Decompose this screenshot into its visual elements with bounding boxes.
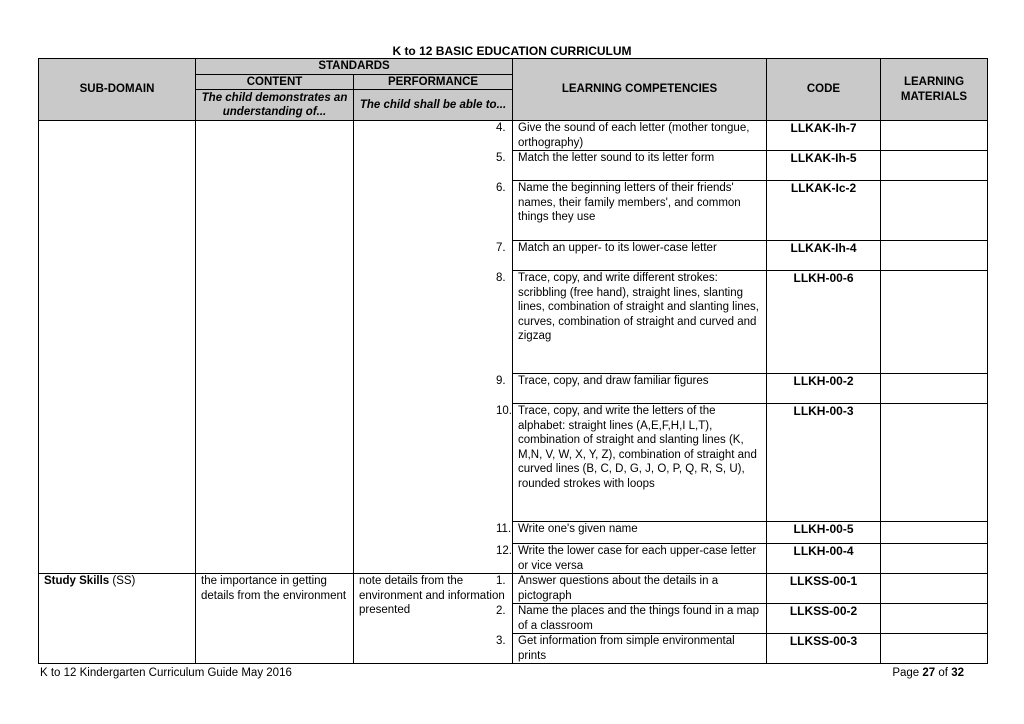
content-cell: [196, 121, 354, 574]
code-cell: LLKSS-00-3: [767, 634, 881, 664]
of-word: of: [938, 667, 948, 679]
competency-number: 1.: [496, 575, 506, 587]
competency-item: [496, 151, 767, 181]
performance-header: PERFORMANCE: [354, 74, 513, 90]
materials-cell: [881, 522, 988, 544]
total-pages: 32: [951, 667, 964, 679]
code-cell: LLKH-00-2: [767, 374, 881, 404]
competency-number: 7.: [496, 242, 506, 254]
performance-note: The child shall be able to...: [354, 90, 513, 121]
code-cell: LLKAK-Ic-2: [767, 181, 881, 241]
competency-text: Trace, copy, and write different strokes: scribbling (free hand), straight lines, slanting lines, combination of straight and slanting lines, curves, combination of straight and curved and zigzag: [518, 272, 760, 342]
competency-number: 11.: [496, 523, 512, 535]
competency-item: [496, 374, 767, 404]
sub-domain-header: SUB-DOMAIN: [39, 59, 196, 121]
competencies-header: LEARNING COMPETENCIES: [513, 59, 767, 121]
competency-text: Match an upper- to its lower-case letter: [518, 242, 717, 254]
study-skills-label: Study Skills: [44, 575, 110, 587]
page-number: [892, 667, 964, 679]
code-header: CODE: [767, 59, 881, 121]
competency-item: [496, 604, 767, 634]
competency-number: 4.: [496, 122, 506, 134]
competency-text: Trace, copy, and write the letters of the alphabet: straight lines (A,E,F,H,I L,T), combination of straight and slanting lines (K, M,N, V, W, X, Y, Z), combination of straight and curved lines (B, C, D, G, J, O, P, Q, R, S, U), rounded strokes with loops: [518, 405, 757, 490]
document-title: K to 12 BASIC EDUCATION CURRICULUM: [392, 44, 632, 58]
materials-cell: [881, 181, 988, 241]
code-cell: LLKH-00-3: [767, 404, 881, 522]
competency-text: Write one's given name: [518, 523, 638, 535]
competency-number: 9.: [496, 375, 506, 387]
competency-text: Name the places and the things found in a map of a classroom: [518, 605, 760, 632]
footer-guide-title: K to 12 Kindergarten Curriculum Guide May 2016: [40, 667, 292, 679]
materials-cell: [881, 404, 988, 522]
content-header: CONTENT: [196, 74, 354, 90]
materials-cell: [881, 241, 988, 271]
materials-cell: [881, 151, 988, 181]
materials-cell: [881, 121, 988, 151]
code-cell: LLKSS-00-1: [767, 574, 881, 604]
sub-domain-study-skills: [39, 574, 196, 664]
study-skills-abbr: (SS): [112, 575, 136, 587]
competency-text: Get information from simple environmental prints: [518, 635, 735, 662]
code-cell: LLKAK-Ih-4: [767, 241, 881, 271]
competency-number: 10.: [496, 405, 512, 417]
competency-item: [496, 241, 767, 271]
materials-cell: [881, 374, 988, 404]
competency-item: [496, 121, 767, 151]
code-cell: LLKH-00-6: [767, 271, 881, 374]
materials-cell: [881, 604, 988, 634]
competency-item: [496, 404, 767, 522]
standards-header: STANDARDS: [196, 59, 513, 75]
competency-item: [496, 522, 767, 544]
competency-text: Name the beginning letters of their friends' names, their family members', and common things they use: [518, 182, 741, 223]
code-cell: LLKAK-Ih-7: [767, 121, 881, 151]
materials-cell: [881, 544, 988, 574]
curriculum-table: [38, 58, 988, 664]
competency-text: Match the letter sound to its letter form: [518, 152, 715, 164]
code-cell: LLKAK-Ih-5: [767, 151, 881, 181]
code-cell: LLKSS-00-2: [767, 604, 881, 634]
competency-number: 6.: [496, 182, 506, 194]
competency-item: [496, 544, 767, 574]
competency-number: 5.: [496, 152, 506, 164]
competency-item: [496, 271, 767, 374]
materials-header: LEARNING MATERIALS: [881, 59, 988, 121]
competency-item: [496, 574, 767, 604]
competency-text: Trace, copy, and draw familiar figures: [518, 375, 709, 387]
study-skills-performance: note details from the environment and information presented: [354, 574, 513, 664]
materials-cell: [881, 574, 988, 604]
competency-number: 8.: [496, 272, 506, 284]
competency-item: [496, 181, 767, 241]
competency-text: Give the sound of each letter (mother tongue, orthography): [518, 122, 750, 149]
competency-item: [496, 634, 767, 664]
sub-domain-cell: [39, 121, 196, 574]
current-page: 27: [922, 667, 936, 679]
competency-text: Write the lower case for each upper-case letter or vice versa: [518, 545, 757, 572]
competency-number: 3.: [496, 635, 506, 647]
competency-number: 12.: [496, 545, 512, 557]
content-note: The child demonstrates an understanding of...: [196, 90, 354, 121]
performance-cell: [354, 121, 513, 574]
code-cell: LLKH-00-5: [767, 522, 881, 544]
materials-cell: [881, 271, 988, 374]
materials-cell: [881, 634, 988, 664]
page-word: Page: [892, 667, 920, 679]
study-skills-content: the importance in getting details from the environment: [196, 574, 354, 664]
code-cell: LLKH-00-4: [767, 544, 881, 574]
competency-text: Answer questions about the details in a pictograph: [518, 575, 719, 602]
competency-number: 2.: [496, 605, 506, 617]
